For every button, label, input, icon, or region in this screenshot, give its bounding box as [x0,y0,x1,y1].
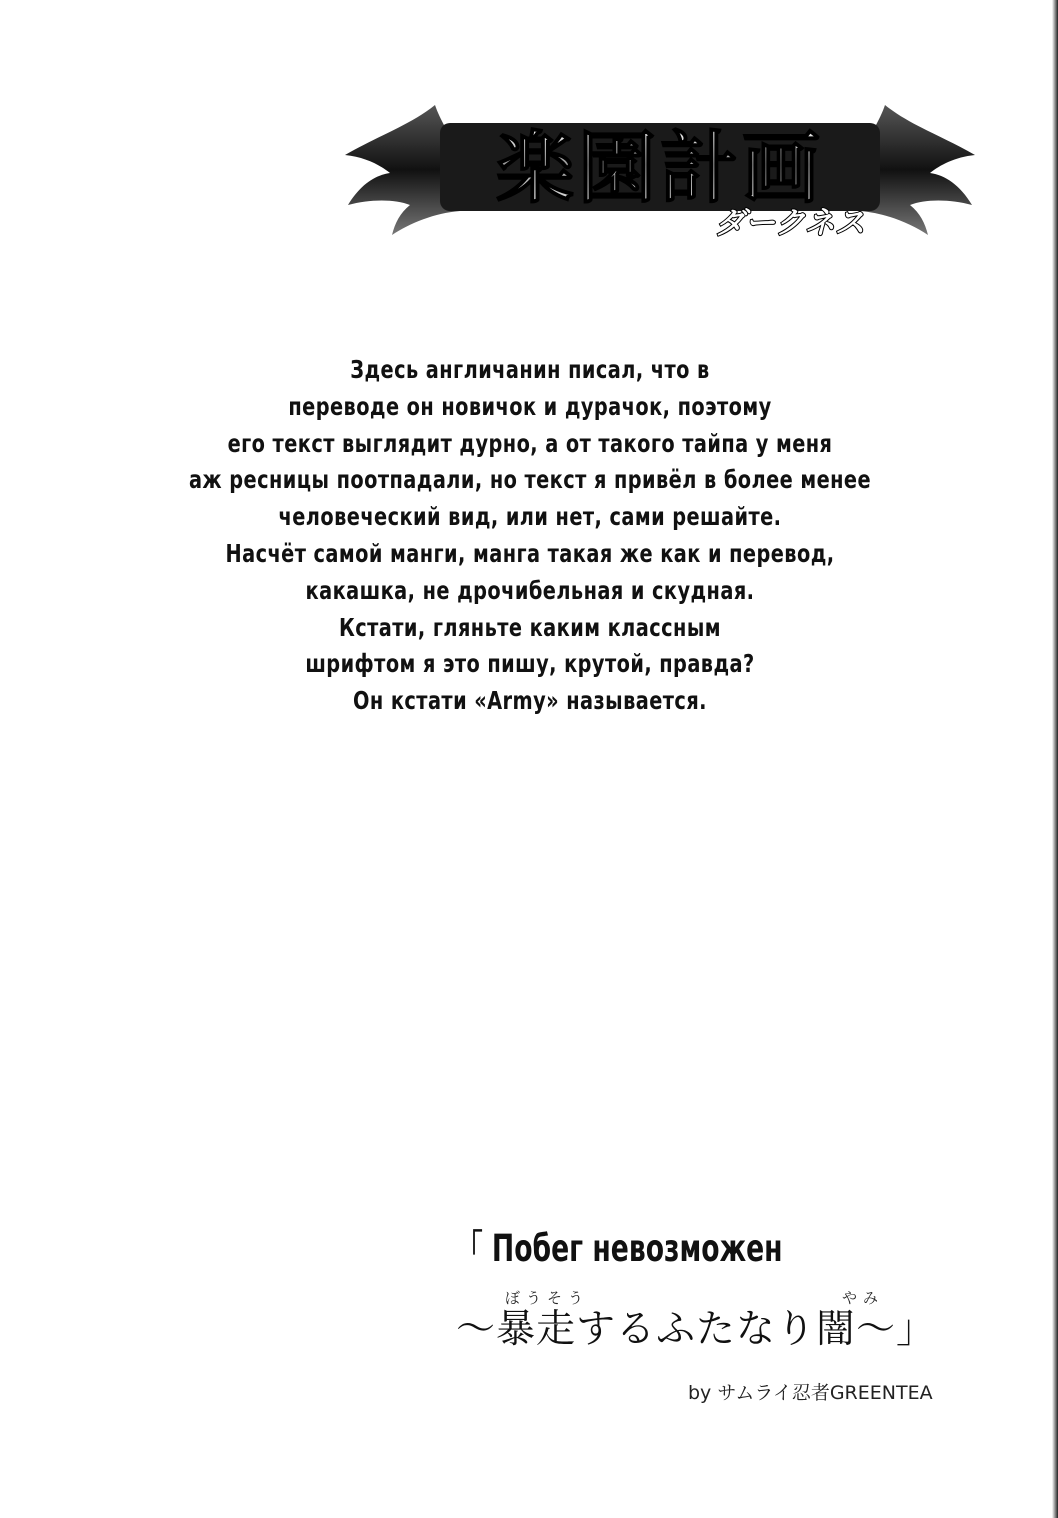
note-line: Кстати, гляньте каким классным [338,612,722,642]
note-line: Здесь англичанин писал, что в [350,355,710,384]
note-line: человеческий вид, или нет, сами решайте. [278,502,782,532]
note-line: Насчёт самой манги, манга такая же как и перевод, [225,538,835,568]
furigana-yami: やみ [842,1289,885,1307]
logo [340,95,980,245]
page-edge-shadow [1052,0,1058,1518]
note-line: шрифтом я это пишу, крутой, правда? [305,649,755,679]
note-line: Он кстати «Army» называется. [353,686,707,716]
story-title-japanese: ～暴走するふたなり闇～」 [456,1307,937,1352]
logo-graphic [340,95,980,245]
note-line: переводе он новичок и дурачок, поэтому [288,391,772,421]
note-line: аж ресницы поотпадали, но текст я привёл в более менее [188,465,872,495]
logo-main-text: 楽園計画 [495,124,825,214]
story-title-russian: 「 Побег невозможен [456,1227,783,1270]
note-line: какашка, не дрочибельная и скудная. [305,575,755,605]
furigana-bousou: ぼうそう [505,1289,590,1307]
translator-note [110,352,950,720]
logo-sub-text: ダークネス [715,206,865,241]
author-byline: by サムライ忍者GREENTEA [688,1382,933,1404]
note-line: его текст выглядит дурно, а от такого тайпа у меня [227,428,833,458]
